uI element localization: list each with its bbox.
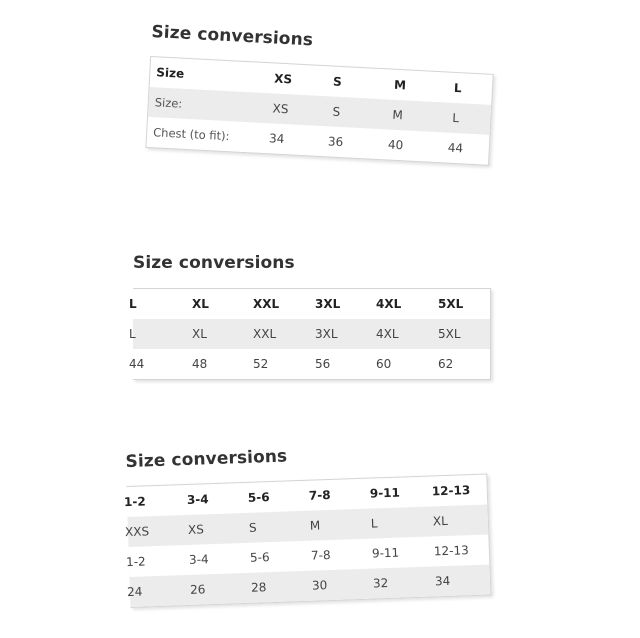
size-table-2: [129, 288, 491, 380]
table-cell: M: [309, 518, 321, 533]
table-cell: 3-4: [188, 552, 209, 567]
header-cell: L: [453, 80, 462, 96]
table-cell: 44: [129, 357, 145, 371]
table-cell: M: [392, 107, 404, 123]
header-cell: XS: [273, 71, 293, 87]
header-cell: S: [332, 74, 343, 90]
header-cell: 3XL: [315, 297, 341, 311]
table-cell: XXL: [253, 327, 277, 341]
size-table-1: [145, 56, 493, 166]
header-cell: 3-4: [186, 492, 209, 507]
table-cell: L: [452, 110, 460, 126]
row-label: Chest (to fit):: [152, 125, 230, 144]
section-heading: Size conversions: [133, 253, 295, 273]
header-cell: 5XL: [438, 297, 464, 311]
table-cell: 62: [438, 357, 454, 371]
table-cell: 26: [189, 582, 206, 597]
table-cell: 9-11: [371, 545, 400, 561]
table-cell: XL: [432, 513, 448, 529]
table-cell: XS: [187, 522, 205, 537]
table-cell: 1-2: [125, 554, 146, 570]
header-cell: 12-13: [431, 483, 471, 499]
table-cell: XXS: [124, 524, 150, 540]
header-cell: XXL: [253, 297, 280, 311]
table-cell: 44: [447, 140, 464, 156]
header-cell: M: [393, 77, 407, 93]
table-cell: 5-6: [249, 550, 270, 565]
table-row: [129, 319, 490, 349]
header-cell: 1-2: [123, 494, 146, 510]
table-cell: 30: [311, 578, 328, 593]
table-cell: XS: [272, 101, 289, 117]
header-cell: 9-11: [369, 485, 401, 501]
size-conversion-block-1: [144, 22, 497, 195]
table-cell: 5XL: [438, 327, 461, 341]
section-heading: Size conversions: [125, 446, 288, 473]
table-cell: XL: [192, 327, 207, 341]
table-cell: 28: [250, 580, 267, 595]
table-cell: L: [370, 516, 378, 531]
row-label: Size:: [154, 95, 183, 111]
table-cell: 60: [376, 357, 392, 371]
table-cell: 34: [268, 131, 285, 147]
header-cell: L: [129, 297, 137, 311]
table-cell: S: [248, 520, 257, 535]
header-cell: 7-8: [308, 487, 331, 503]
table-header-row: [129, 289, 490, 319]
table-cell: 7-8: [310, 548, 331, 563]
header-cell: 5-6: [247, 490, 270, 505]
table-cell: 24: [126, 584, 143, 600]
table-cell: S: [332, 104, 341, 119]
size-conversion-block-3: [125, 439, 496, 617]
table-cell: 40: [387, 137, 404, 153]
table-cell: 48: [192, 357, 208, 371]
size-conversion-block-2: [129, 253, 493, 383]
table-cell: L: [129, 327, 136, 341]
table-cell: 36: [327, 134, 344, 150]
size-table-3: [123, 473, 491, 608]
table-cell: 12-13: [433, 543, 469, 559]
table-cell: 3XL: [315, 327, 338, 341]
table-cell: 34: [434, 573, 451, 589]
table-cell: 4XL: [376, 327, 399, 341]
header-cell: 4XL: [376, 297, 402, 311]
table-cell: 32: [372, 576, 389, 591]
header-cell: XL: [192, 297, 209, 311]
table-cell: 52: [253, 357, 269, 371]
section-heading: Size conversions: [150, 22, 314, 51]
table-row: [129, 349, 490, 379]
header-cell: Size: [156, 65, 185, 81]
table-cell: 56: [315, 357, 331, 371]
